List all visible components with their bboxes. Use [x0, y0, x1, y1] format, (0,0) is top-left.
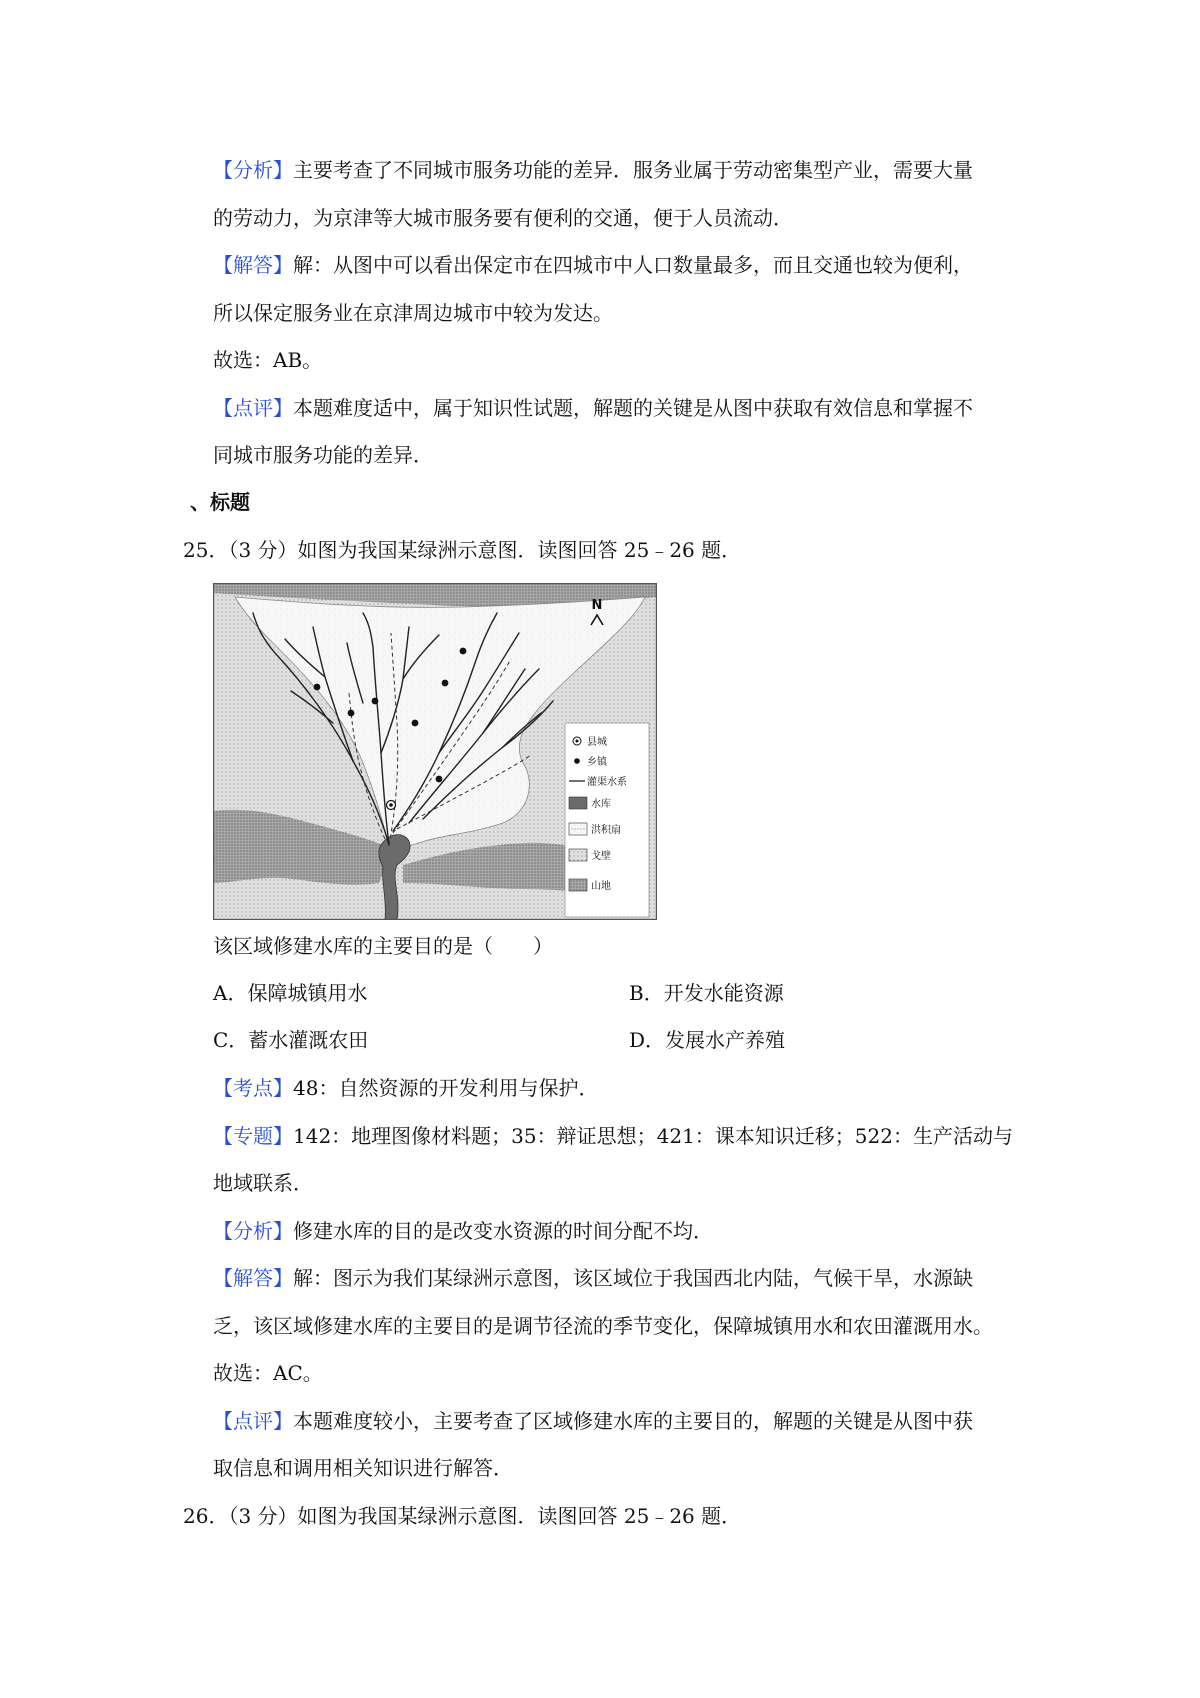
- topic-line-2: 地域联系．: [213, 1171, 313, 1195]
- north-label: N: [591, 598, 603, 613]
- comment-line-1: 【点评】本题难度适中，属于知识性试题，解题的关键是从图中获取有效信息和掌握不: [213, 396, 973, 420]
- q25-solution-line-2: 乏，该区域修建水库的主要目的是调节径流的季节变化，保障城镇用水和农田灌溉用水。: [213, 1314, 993, 1338]
- topic-tag: 【专题】: [213, 1124, 293, 1148]
- q25-solution-tag: 【解答】: [213, 1266, 293, 1290]
- section-title: 、标题: [190, 490, 250, 514]
- q25-analysis-tag: 【分析】: [213, 1219, 293, 1243]
- knowledge-point-line: 【考点】48：自然资源的开发利用与保护．: [213, 1076, 599, 1100]
- solution-line-2: 所以保定服务业在京津周边城市中较为发达。: [213, 301, 613, 325]
- oasis-map: [213, 583, 657, 920]
- q25-analysis-line: 【分析】修建水库的目的是改变水资源的时间分配不均．: [213, 1219, 713, 1243]
- comment-tag: 【点评】: [213, 396, 293, 420]
- q25-comment-tag: 【点评】: [213, 1409, 293, 1433]
- solution-tag: 【解答】: [213, 253, 293, 277]
- answer-line: 故选：AB。: [213, 348, 323, 372]
- q25-answer-line: 故选：AC。: [213, 1361, 323, 1385]
- option-d: D．发展水产养殖: [629, 1028, 786, 1052]
- question-26-stem: 26．（3 分）如图为我国某绿洲示意图．读图回答 25﹣26 题．: [183, 1504, 742, 1528]
- option-c: C．蓄水灌溉农田: [213, 1028, 369, 1052]
- map-legend: [565, 723, 649, 917]
- legend-township: 乡镇: [587, 757, 607, 768]
- legend-reservoir: 水库: [591, 799, 611, 810]
- question-25-prompt: 该区域修建水库的主要目的是（ ）: [213, 934, 553, 958]
- legend-county-town: 县城: [587, 737, 607, 748]
- solution-line-1: 【解答】解：从图中可以看出保定市在四城市中人口数量最多，而且交通也较为便利，: [213, 253, 973, 277]
- option-a: A．保障城镇用水: [213, 981, 368, 1005]
- legend-alluvial-fan: 洪积扇: [591, 825, 621, 836]
- legend-canal: 灌渠水系: [587, 777, 627, 788]
- analysis-tag: 【分析】: [213, 158, 293, 182]
- legend-gobi: 戈壁: [591, 851, 611, 862]
- analysis-line-2: 的劳动力，为京津等大城市服务要有便利的交通，便于人员流动．: [213, 206, 793, 230]
- question-25-stem: 25．（3 分）如图为我国某绿洲示意图．读图回答 25﹣26 题．: [183, 538, 742, 562]
- q25-comment-line-2: 取信息和调用相关知识进行解答．: [213, 1456, 513, 1480]
- topic-line-1: 【专题】142：地理图像材料题；35：辩证思想；421：课本知识迁移；522：生产活动与: [213, 1124, 1013, 1148]
- q25-solution-line-1: 【解答】解：图示为我们某绿洲示意图，该区域位于我国西北内陆，气候干旱，水源缺: [213, 1266, 973, 1290]
- analysis-line-1: 【分析】主要考查了不同城市服务功能的差异．服务业属于劳动密集型产业，需要大量: [213, 158, 973, 182]
- legend-mountain: 山地: [591, 881, 611, 892]
- option-b: B．开发水能资源: [629, 981, 784, 1005]
- comment-line-2: 同城市服务功能的差异．: [213, 443, 433, 467]
- county-town: [387, 801, 396, 810]
- q25-comment-line-1: 【点评】本题难度较小，主要考查了区域修建水库的主要目的，解题的关键是从图中获: [213, 1409, 973, 1433]
- knowledge-point-tag: 【考点】: [213, 1076, 293, 1100]
